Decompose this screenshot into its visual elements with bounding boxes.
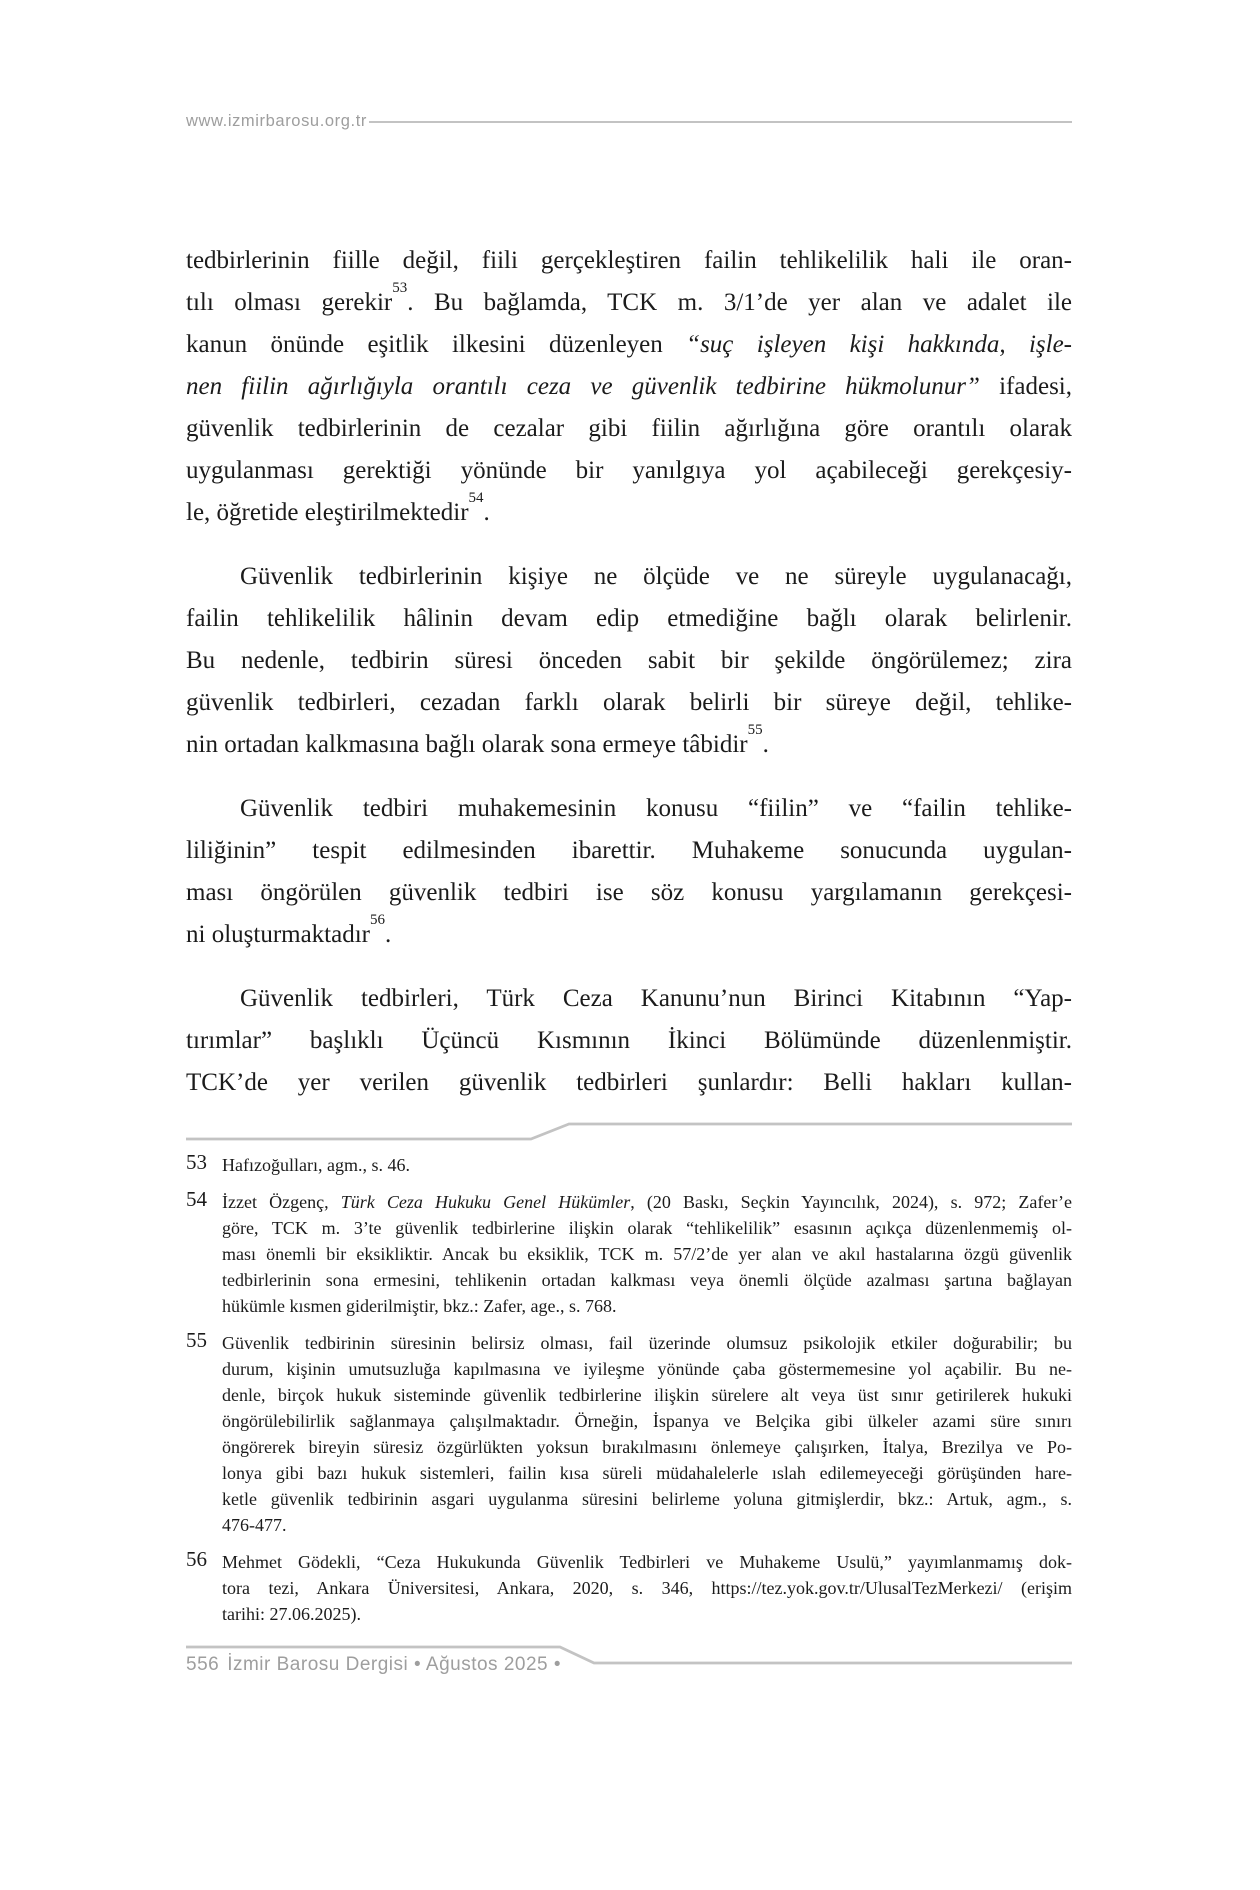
text-line [222, 1601, 1072, 1627]
text-line [186, 640, 1072, 682]
footnote-54 [186, 1189, 1072, 1319]
text-segment: İzzet Özgenç, [222, 1192, 341, 1212]
footnote-number: 54 [186, 1187, 207, 1211]
text-segment: güvenlik tedbirleri, cezadan farklı olarak belirli bir süreye değil, tehlike- [186, 689, 1072, 716]
text-line [222, 1356, 1072, 1382]
text-line [186, 872, 1072, 914]
paragraph-4 [186, 978, 1072, 1104]
text-segment: Türk Ceza Hukuku Genel Hükümler [340, 1192, 631, 1212]
text-line [186, 282, 1072, 324]
site-url: www.izmirbarosu.org.tr [186, 112, 367, 130]
text-segment: nin ortadan kalkmasına bağlı olarak sona ermeye tâbidir [186, 731, 748, 758]
footnote-ref: 55 [747, 724, 763, 739]
text-segment: lonya gibi bazı hukuk sistemleri, failin kısa süreli müdahalelerle ıslah edilemeyeceği görüşünden hare- [222, 1463, 1072, 1483]
text-line [186, 724, 1072, 766]
text-segment: ması önemli bir eksikliktir. Ancak bu eksiklik, TCK m. 57/2’de yer alan ve akıl hastalarına özgü güvenlik [222, 1244, 1072, 1264]
text-segment: tarihi: 27.06.2025). [222, 1604, 361, 1624]
text-segment: öngörerek bireyin süresiz özgürlükten yoksun bırakılmasını önlemeye çalışırken, İtalya, Brezilya ve Po- [222, 1437, 1072, 1457]
paragraph-1 [186, 240, 1072, 534]
text-segment: Güvenlik tedbirinin süresinin belirsiz olması, fail üzerinde olumsuz psikolojik etkiler doğurabilir; bu [222, 1333, 1072, 1353]
text-line [186, 1062, 1072, 1104]
text-line [186, 556, 1072, 598]
text-line [222, 1486, 1072, 1512]
footnote-ref: 56 [370, 914, 385, 929]
text-segment: . [762, 731, 769, 758]
text-line [222, 1152, 1072, 1178]
text-segment: Güvenlik tedbirleri, Türk Ceza Kanunu’nun Birinci Kitabının “Yap- [240, 985, 1072, 1012]
paragraph-3 [186, 788, 1072, 956]
text-segment: güvenlik tedbirlerinin de cezalar gibi fiilin ağırlığına göre orantılı olarak [186, 415, 1072, 442]
footer-meta [186, 1654, 746, 1676]
text-line [186, 598, 1072, 640]
text-line [222, 1382, 1072, 1408]
text-segment: ifadesi, [979, 373, 1072, 400]
text-line [222, 1434, 1072, 1460]
text-segment: tedbirlerinin sona ermesini, tehlikenin ortadan kalkması veya önemli ölçüde azalması şartına bağlayan [222, 1270, 1072, 1290]
footnote-ref: 53 [392, 282, 408, 297]
journal-info: İzmir Barosu Dergisi • Ağustos 2025 • [227, 1654, 562, 1675]
text-segment: 476-477. [222, 1515, 287, 1535]
text-line [186, 788, 1072, 830]
footnote-53 [186, 1152, 1072, 1178]
footnote-number: 56 [186, 1547, 207, 1571]
header-rule [369, 121, 1072, 123]
text-line [222, 1575, 1072, 1601]
text-segment: tedbirlerinin fiille değil, fiili gerçekleştiren failin tehlikelilik hali ile oran- [186, 247, 1072, 274]
text-segment: tora tezi, Ankara Üniversitesi, Ankara, 2020, s. 346, https://tez.yok.gov.tr/UlusalTezMerkezi/ (erişim [222, 1578, 1072, 1598]
text-line [186, 240, 1072, 282]
text-line [186, 914, 1072, 956]
text-segment: Güvenlik tedbiri muhakemesinin konusu “fiilin” ve “failin tehlike- [240, 795, 1072, 822]
footnote-ref: 54 [468, 492, 484, 507]
text-line [222, 1549, 1072, 1575]
text-segment: . [483, 499, 490, 526]
text-line [222, 1189, 1072, 1215]
footnote-number: 53 [186, 1150, 207, 1174]
text-segment: nen fiilin ağırlığıyla orantılı ceza ve güvenlik tedbirine hükmolunur” [186, 373, 980, 400]
text-line [222, 1267, 1072, 1293]
text-segment: uygulanması gerektiği yönünde bir yanılgıya yol açabileceği gerekçesiy- [186, 457, 1072, 484]
text-line [186, 682, 1072, 724]
text-line [186, 1020, 1072, 1062]
text-line [186, 978, 1072, 1020]
text-segment: tırımlar” başlıklı Üçüncü Kısmının İkinci Bölümünde düzenlenmiştir. [186, 1027, 1072, 1054]
text-line [186, 366, 1072, 408]
text-segment: liliğinin” tespit edilmesinden ibarettir. Muhakeme sonucunda uygulan- [186, 837, 1072, 864]
text-segment: le, öğretide eleştirilmektedir [186, 499, 469, 526]
text-segment: . Bu bağlamda, TCK m. 3/1’de yer alan ve adalet ile [407, 289, 1072, 316]
text-line [186, 830, 1072, 872]
text-line [186, 408, 1072, 450]
text-segment: TCK’de yer verilen güvenlik tedbirleri şunlardır: Belli hakları kullan- [186, 1069, 1072, 1096]
paragraph-2 [186, 556, 1072, 766]
text-segment: failin tehlikelilik hâlinin devam edip etmediğine bağlı olarak belirlenir. [186, 605, 1072, 632]
text-segment: tılı olması gerekir [186, 289, 393, 316]
text-line [222, 1215, 1072, 1241]
footnote-56 [186, 1549, 1072, 1627]
page-header [186, 112, 1072, 131]
footnote-text [222, 1549, 1072, 1627]
footnote-number: 55 [186, 1328, 207, 1352]
text-segment: ması öngörülen güvenlik tedbiri ise söz konusu yargılamanın gerekçesi- [186, 879, 1072, 906]
text-line [222, 1330, 1072, 1356]
text-segment: hükümle kısmen giderilmiştir, bkz.: Zafer, age., s. 768. [222, 1296, 617, 1316]
page-number: 556 [186, 1654, 220, 1675]
text-segment: ni oluşturmaktadır [186, 921, 370, 948]
text-segment: Mehmet Gödekli, “Ceza Hukukunda Güvenlik Tedbirleri ve Muhakeme Usulü,” yayımlanmamış dok- [222, 1552, 1072, 1572]
text-segment: , (20 Baskı, Seçkin Yayıncılık, 2024), s. 972; Zafer’e [630, 1192, 1072, 1212]
text-segment: Bu nedenle, tedbirin süresi önceden sabit bir şekilde öngörülemez; zira [186, 647, 1072, 674]
text-line [222, 1512, 1072, 1538]
footnote-text [222, 1152, 1072, 1178]
text-segment: öngörülebilirlik sağlanmaya çalışılmaktadır. Örneğin, İspanya ve Belçika gibi ülkeler azami süre sınırı [222, 1411, 1072, 1431]
text-segment: kanun önünde eşitlik ilkesini düzenleyen [186, 331, 687, 358]
text-segment: denle, birçok hukuk sisteminde güvenlik tedbirlerine ilişkin sürelere alt veya üst sınır getirilerek hukuki [222, 1385, 1072, 1405]
text-segment: durum, kişinin umutsuzluğa kapılmasına ve iyileşme yönünde çaba göstermemesine yol açabilir. Bu ne- [222, 1359, 1072, 1379]
text-line [222, 1293, 1072, 1319]
text-segment: göre, TCK m. 3’te güvenlik tedbirlerine ilişkin olarak “tehlikelilik” esasının açıkça düzenlenmemiş ol- [222, 1218, 1072, 1238]
body-text [186, 240, 1072, 1104]
footnote-55 [186, 1330, 1072, 1538]
text-line [222, 1408, 1072, 1434]
text-segment: Hafızoğulları, agm., s. 46. [222, 1155, 410, 1175]
footnote-text [222, 1189, 1072, 1319]
footnote-text [222, 1330, 1072, 1538]
text-line [186, 450, 1072, 492]
text-line [186, 324, 1072, 366]
text-segment: “suç işleyen kişi hakkında, işle- [686, 331, 1072, 358]
footnote-separator [186, 1120, 1072, 1144]
text-segment: . [385, 921, 392, 948]
text-line [186, 492, 1072, 534]
text-line [222, 1460, 1072, 1486]
text-segment: Güvenlik tedbirlerinin kişiye ne ölçüde ve ne süreyle uygulanacağı, [240, 563, 1072, 590]
footnotes [186, 1152, 1072, 1627]
text-line [222, 1241, 1072, 1267]
text-segment: ketle güvenlik tedbirinin asgari uygulanma süresini belirleme yoluna gitmişlerdir, bkz.: Artuk, agm., s. [222, 1489, 1072, 1509]
